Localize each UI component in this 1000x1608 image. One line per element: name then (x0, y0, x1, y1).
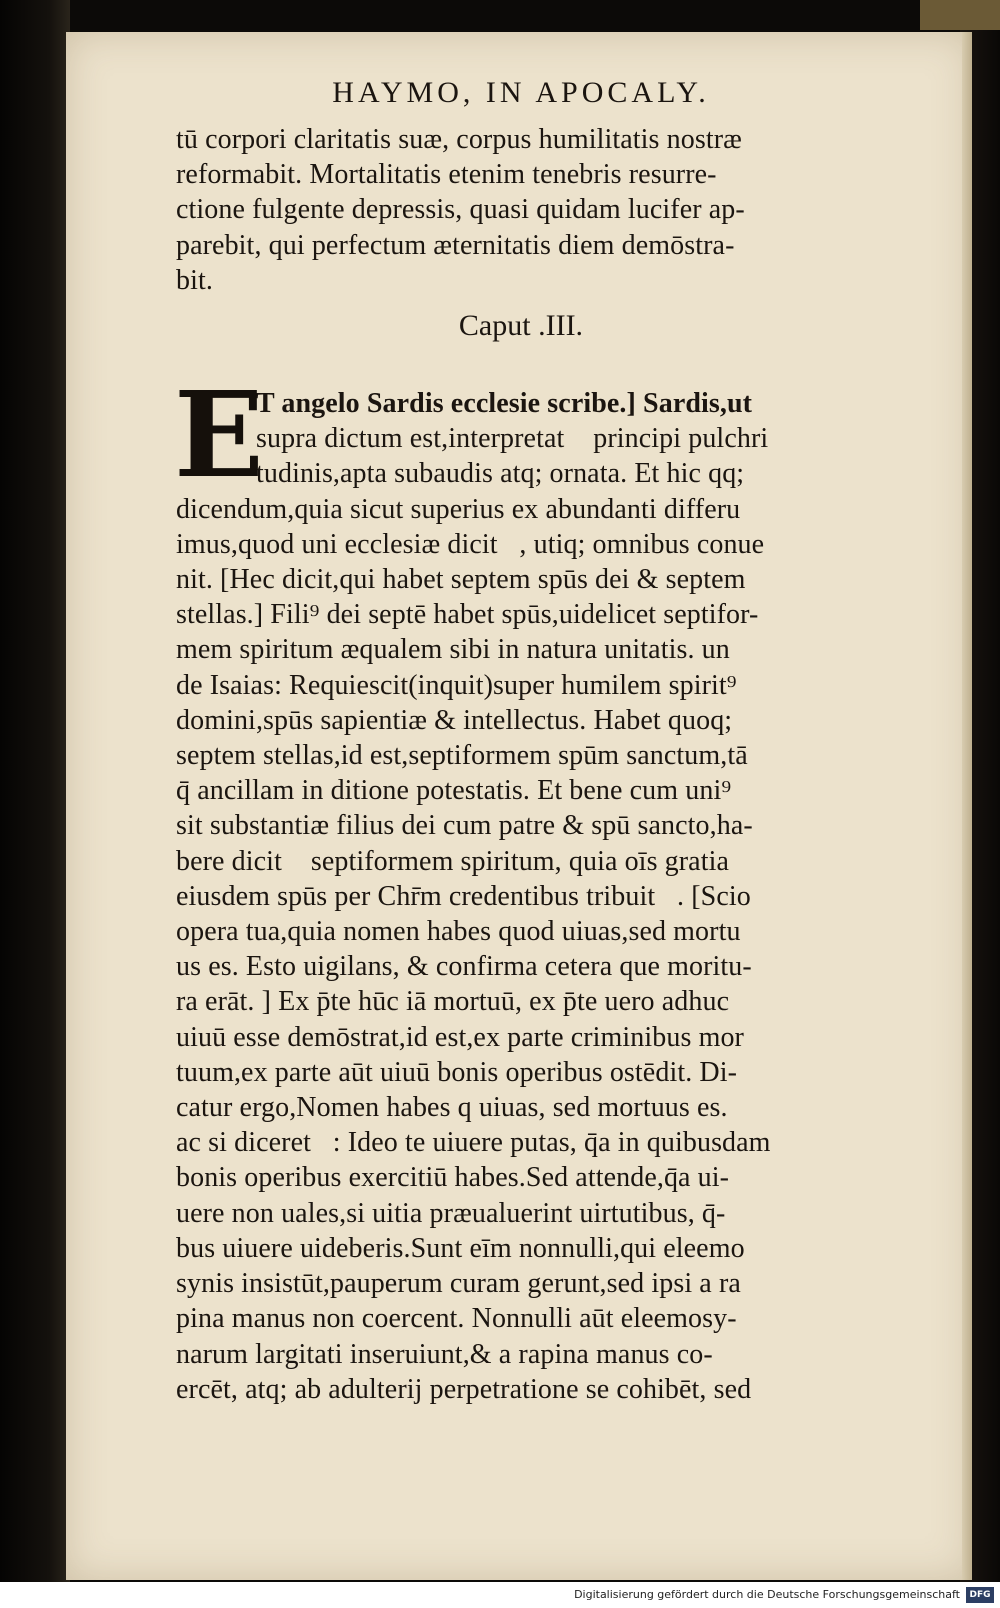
text-line: tudinis,apta subaudis atq; ornata. Et hic qq; (256, 458, 745, 490)
chapter-heading: Caput .III. (458, 309, 584, 343)
text-line: ra erāt. ] Ex p̄te hūc iā mortuū, ex p̄te uero adhuc (176, 986, 730, 1018)
text-line: narum largitati inseruiunt,& a rapina manus co- (176, 1338, 713, 1370)
text-line: us es. Esto uigilans, & confirma cetera que moritu- (176, 951, 752, 983)
text-line: reformabit. Mortalitatis etenim tenebris resurre- (176, 159, 717, 191)
text-line: opera tua,quia nomen habes quod uiuas,sed mortu (176, 916, 741, 948)
text-line: uiuū esse demōstrat,id est,ex parte criminibus mor (176, 1021, 744, 1053)
text-line: domini,spūs sapientiæ & intellectus. Habet quoq; (176, 704, 733, 736)
text-line: de Isaias: Requiescit(inquit)super humilem spirit⁹ (176, 669, 737, 701)
text-line: mem spiritum æqualem sibi in natura unitatis. un (176, 634, 730, 666)
text-line: pina manus non coercent. Nonnulli aūt eleemosy- (176, 1303, 737, 1335)
page-text-block (176, 70, 866, 1407)
text-line: bonis operibus exercitiū habes.Sed attende,q̄a ui- (176, 1162, 730, 1194)
intro-paragraph (176, 122, 866, 298)
text-line: catur ergo,Nomen habes q uiuas, sed mortuus es. (176, 1092, 728, 1124)
text-line: septem stellas,id est,septiformem spūm sanctum,tā (176, 740, 748, 772)
digitization-footer (0, 1582, 1000, 1608)
text-line: eiusdem spūs per Chr̄m credentibus tribuitᷣ. [Scio (176, 880, 751, 912)
funding-credit: Digitalisierung gefördert durch die Deutsche Forschungsgemeinschaft (574, 1588, 960, 1601)
text-line: bere dicitᷣ septiformem spiritum, quia oīs gratia (176, 845, 730, 877)
text-line: bus uiuere uideberis.Sunt eīm nonnulli,qui eleemo (176, 1232, 745, 1264)
running-head: HAYMO, IN APOCALY. (332, 76, 710, 109)
text-line: parebit, qui perfectum æternitatis diem demōstra- (176, 229, 735, 261)
text-line: uere non uales,si uitia præualuerint uirtutibus, q̄- (176, 1197, 726, 1229)
text-line: sit substantiæ filius dei cum patre & spū sancto,ha- (176, 810, 753, 842)
text-line: bit. (176, 264, 213, 296)
book-cover-edge (920, 0, 1000, 30)
book-spine-shadow (0, 0, 70, 1582)
text-line: nit. [Hec dicit,qui habet septem spūs dei & septem (176, 564, 746, 596)
chapter-paragraph (174, 365, 866, 1407)
text-line: ercēt, atq; ab adulterij perpetratione se cohibēt, sed (176, 1373, 752, 1405)
text-line: ac si diceretᷣ: Ideo te uiuere putas, q̄a in quibusdam (176, 1127, 771, 1159)
text-line: stellas.] Fili⁹ dei septē habet spūs,uidelicet septifor- (176, 599, 759, 631)
text-line: ctione fulgente depressis, quasi quidam lucifer ap- (176, 194, 745, 226)
drop-cap-initial: E (174, 365, 264, 505)
text-line: q̄ ancillam in ditione potestatis. Et bene cum uni⁹ (176, 775, 732, 807)
text-line: imus,quod uni ecclesiæ dicitᷣ, utiq; omnibus conue (176, 528, 765, 560)
text-line: tuum,ex parte aūt uiuū bonis operibus ostēdit. Di- (176, 1056, 738, 1088)
dfg-logo: DFG (966, 1587, 994, 1603)
text-line: supra dictum est,interpretatᷣ principi pulchri (256, 423, 769, 455)
page-edge (962, 32, 972, 1580)
text-line: T angelo Sardis ecclesie scribe.] Sardis,ut (256, 388, 753, 420)
text-line: tū corpori claritatis suæ, corpus humilitatis nostræ (176, 124, 742, 155)
text-line: dicendum,quia sicut superius ex abundanti differu (176, 493, 741, 525)
text-line: synis insistūt,pauperum curam gerunt,sed ipsi a ra (176, 1268, 741, 1300)
